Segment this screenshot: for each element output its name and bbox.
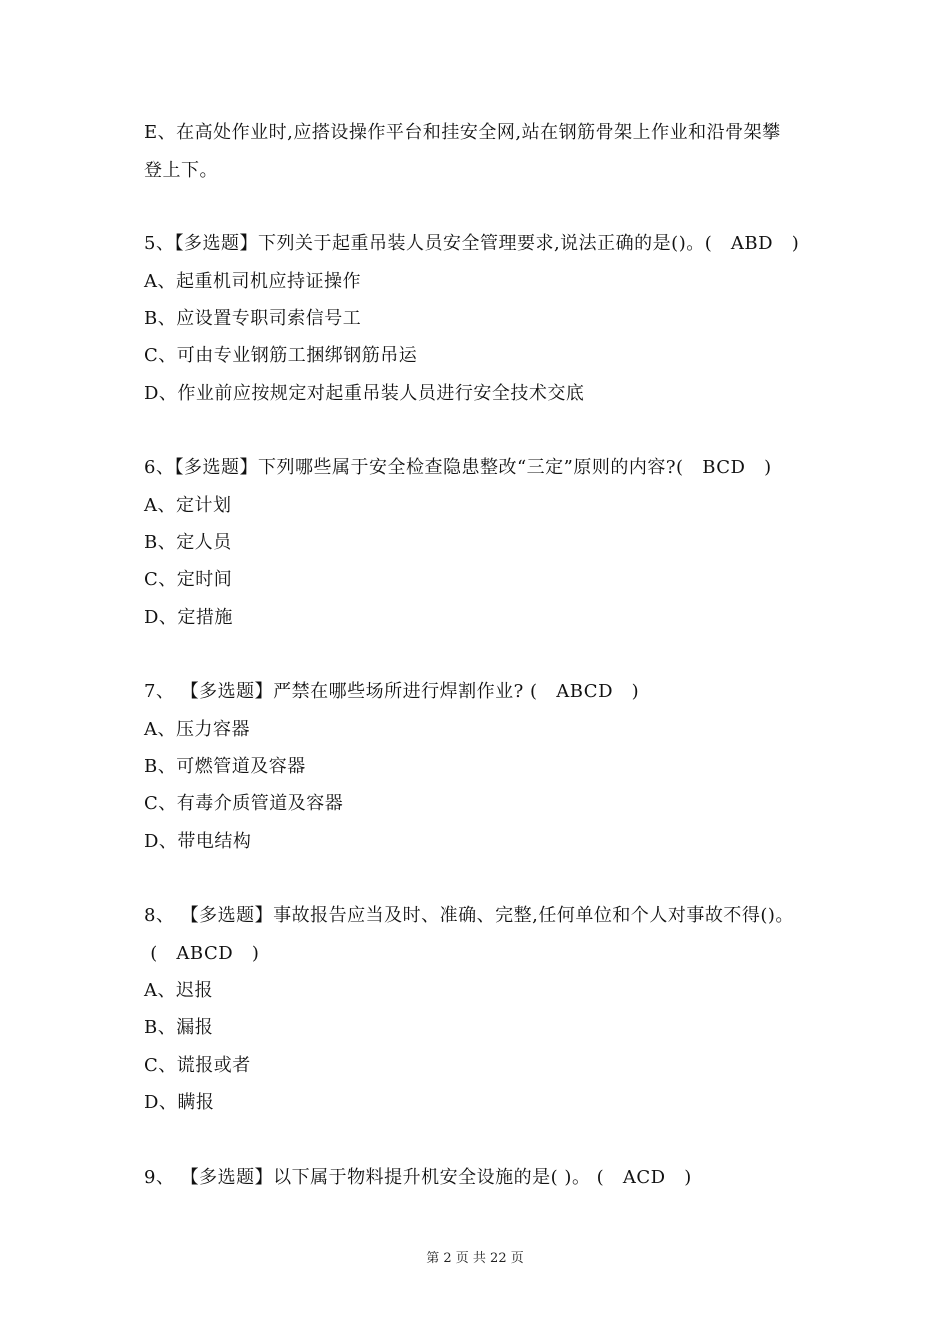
question-5-option-c: C、可由专业钢筋工捆绑钢筋吊运: [144, 345, 418, 366]
question-6-stem: 6、【多选题】下列哪些属于安全检查隐患整改“三定”原则的内容?( BCD ): [144, 457, 772, 478]
option-e-text: E、在高处作业时,应搭设操作平台和挂安全网,站在钢筋骨架上作业和沿骨架攀: [144, 122, 781, 143]
question-5-option-a: A、起重机司机应持证操作: [144, 271, 361, 292]
question-7-option-c: C、有毒介质管道及容器: [144, 793, 344, 814]
question-8-option-d: D、瞒报: [144, 1092, 215, 1113]
question-7-option-d: D、带电结构: [144, 831, 252, 852]
question-8-option-a: A、迟报: [144, 980, 213, 1001]
question-5-option-b: B、应设置专职司索信号工: [144, 308, 362, 329]
page-number-footer: 第 2 页 共 22 页: [426, 1251, 524, 1266]
question-6-option-b: B、定人员: [144, 532, 232, 553]
question-6-option-a: A、定计划: [144, 495, 232, 516]
question-8-stem: 8、 【多选题】事故报告应当及时、准确、完整,任何单位和个人对事故不得()。: [144, 905, 794, 926]
question-5-stem: 5、【多选题】下列关于起重吊装人员安全管理要求,说法正确的是()。( ABD ): [144, 233, 800, 254]
question-6-option-c: C、定时间: [144, 569, 233, 590]
question-9-stem: 9、 【多选题】以下属于物料提升机安全设施的是( )。 ( ACD ): [144, 1167, 692, 1188]
question-6-option-d: D、定措施: [144, 607, 233, 628]
question-7-option-a: A、压力容器: [144, 719, 250, 740]
option-e-text-cont: 登上下。: [144, 160, 218, 181]
question-7-stem: 7、 【多选题】严禁在哪些场所进行焊割作业? ( ABCD ): [144, 681, 640, 702]
question-8-option-b: B、漏报: [144, 1017, 214, 1038]
question-8-option-c: C、谎报或者: [144, 1055, 251, 1076]
question-7-option-b: B、可燃管道及容器: [144, 756, 306, 777]
question-8-answer: ( ABCD ): [144, 943, 260, 964]
question-5-option-d: D、作业前应按规定对起重吊装人员进行安全技术交底: [144, 383, 585, 404]
